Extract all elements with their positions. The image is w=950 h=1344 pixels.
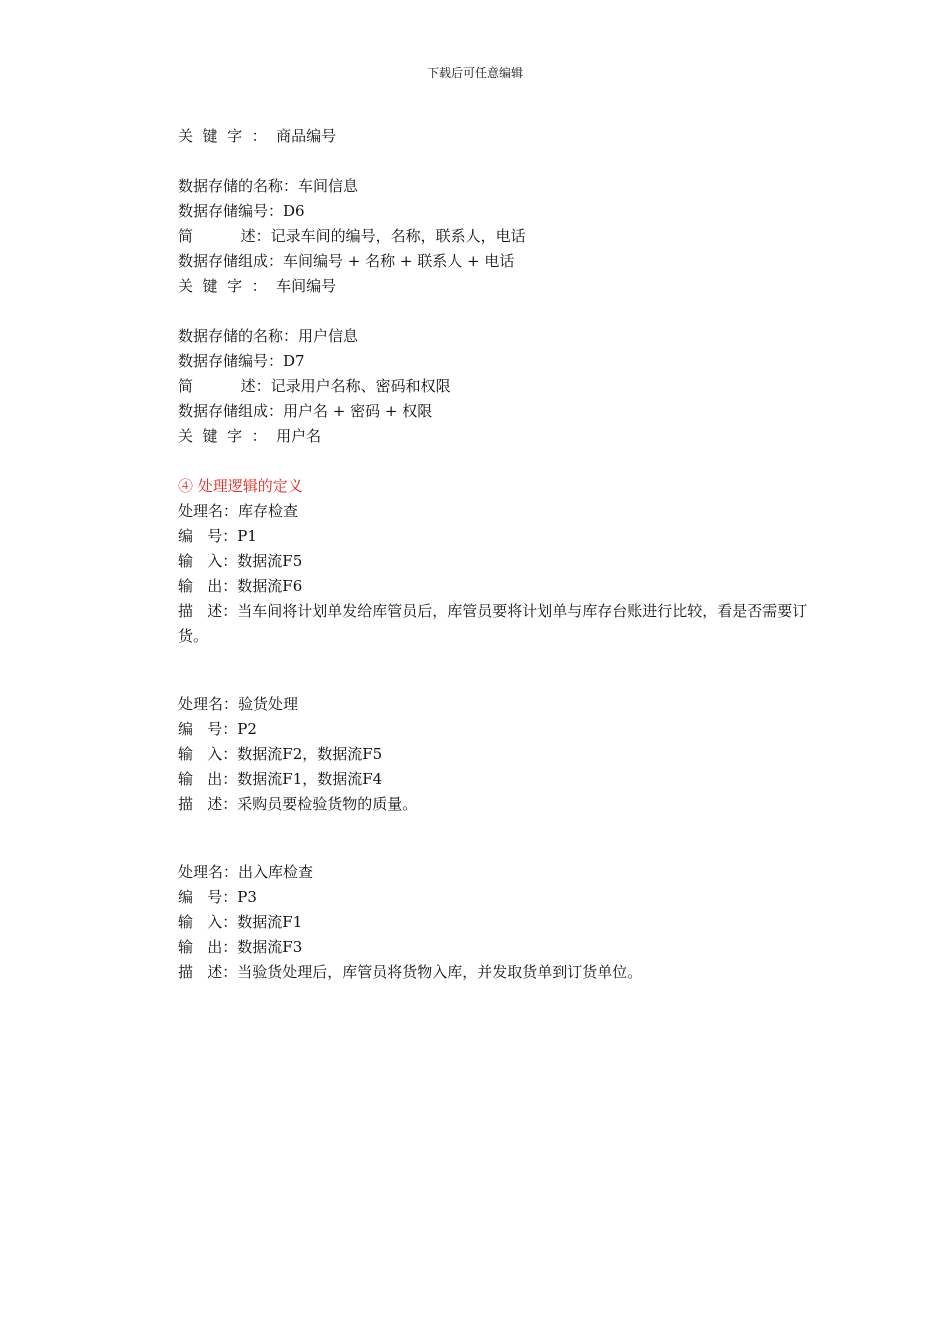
process-input-line: 输 入：数据流F2，数据流F5: [178, 745, 383, 763]
process-desc-line: 描 述：采购员要检验货物的质量。: [178, 795, 418, 813]
process-name-line: 处理名：库存检查: [178, 502, 299, 520]
spacer: [178, 149, 808, 174]
spacer: [178, 299, 808, 324]
process-input-line: 输 入：数据流F1: [178, 913, 303, 931]
store-id-line: 数据存储编号：D7: [178, 352, 305, 370]
store-composition-line: 数据存储组成：车间编号 + 名称 + 联系人 + 电话: [178, 252, 515, 270]
document-body: [178, 124, 808, 985]
process-id-line: 编 号：P3: [178, 888, 257, 906]
store-composition-line: 数据存储组成：用户名 + 密码 + 权限: [178, 402, 433, 420]
process-input-line: 输 入：数据流F5: [178, 552, 303, 570]
key-field-line: 关 键 字 ： 用户名: [178, 427, 322, 445]
store-name-line: 数据存储的名称：用户信息: [178, 327, 359, 345]
process-output-line: 输 出：数据流F6: [178, 577, 303, 595]
process-output-line: 输 出：数据流F3: [178, 938, 303, 956]
spacer: [178, 649, 808, 692]
process-name-line: 处理名：验货处理: [178, 695, 299, 713]
store-name-line: 数据存储的名称：车间信息: [178, 177, 359, 195]
store-desc-line: 简 述：记录用户名称、密码和权限: [178, 377, 451, 395]
store-desc-line: 简 述：记录车间的编号，名称，联系人，电话: [178, 227, 526, 245]
spacer: [178, 817, 808, 860]
process-id-line: 编 号：P1: [178, 527, 257, 545]
process-name-line: 处理名：出入库检查: [178, 863, 314, 881]
key-field-line: 关 键 字 ： 车间编号: [178, 277, 337, 295]
store-id-line: 数据存储编号：D6: [178, 202, 305, 220]
spacer: [178, 449, 808, 474]
process-desc-line: 描 述：当车间将计划单发给库管员后，库管员要将计划单与库存台账进行比较，看是否需要订货。: [178, 602, 808, 645]
process-output-line: 输 出：数据流F1，数据流F4: [178, 770, 383, 788]
page-header: 下载后可任意编辑: [426, 66, 523, 80]
section-heading: ④ 处理逻辑的定义: [178, 477, 303, 495]
key-field-line: 关 键 字 ： 商品编号: [178, 127, 337, 145]
process-desc-line: 描 述：当验货处理后，库管员将货物入库，并发取货单到订货单位。: [178, 963, 643, 981]
process-id-line: 编 号：P2: [178, 720, 257, 738]
